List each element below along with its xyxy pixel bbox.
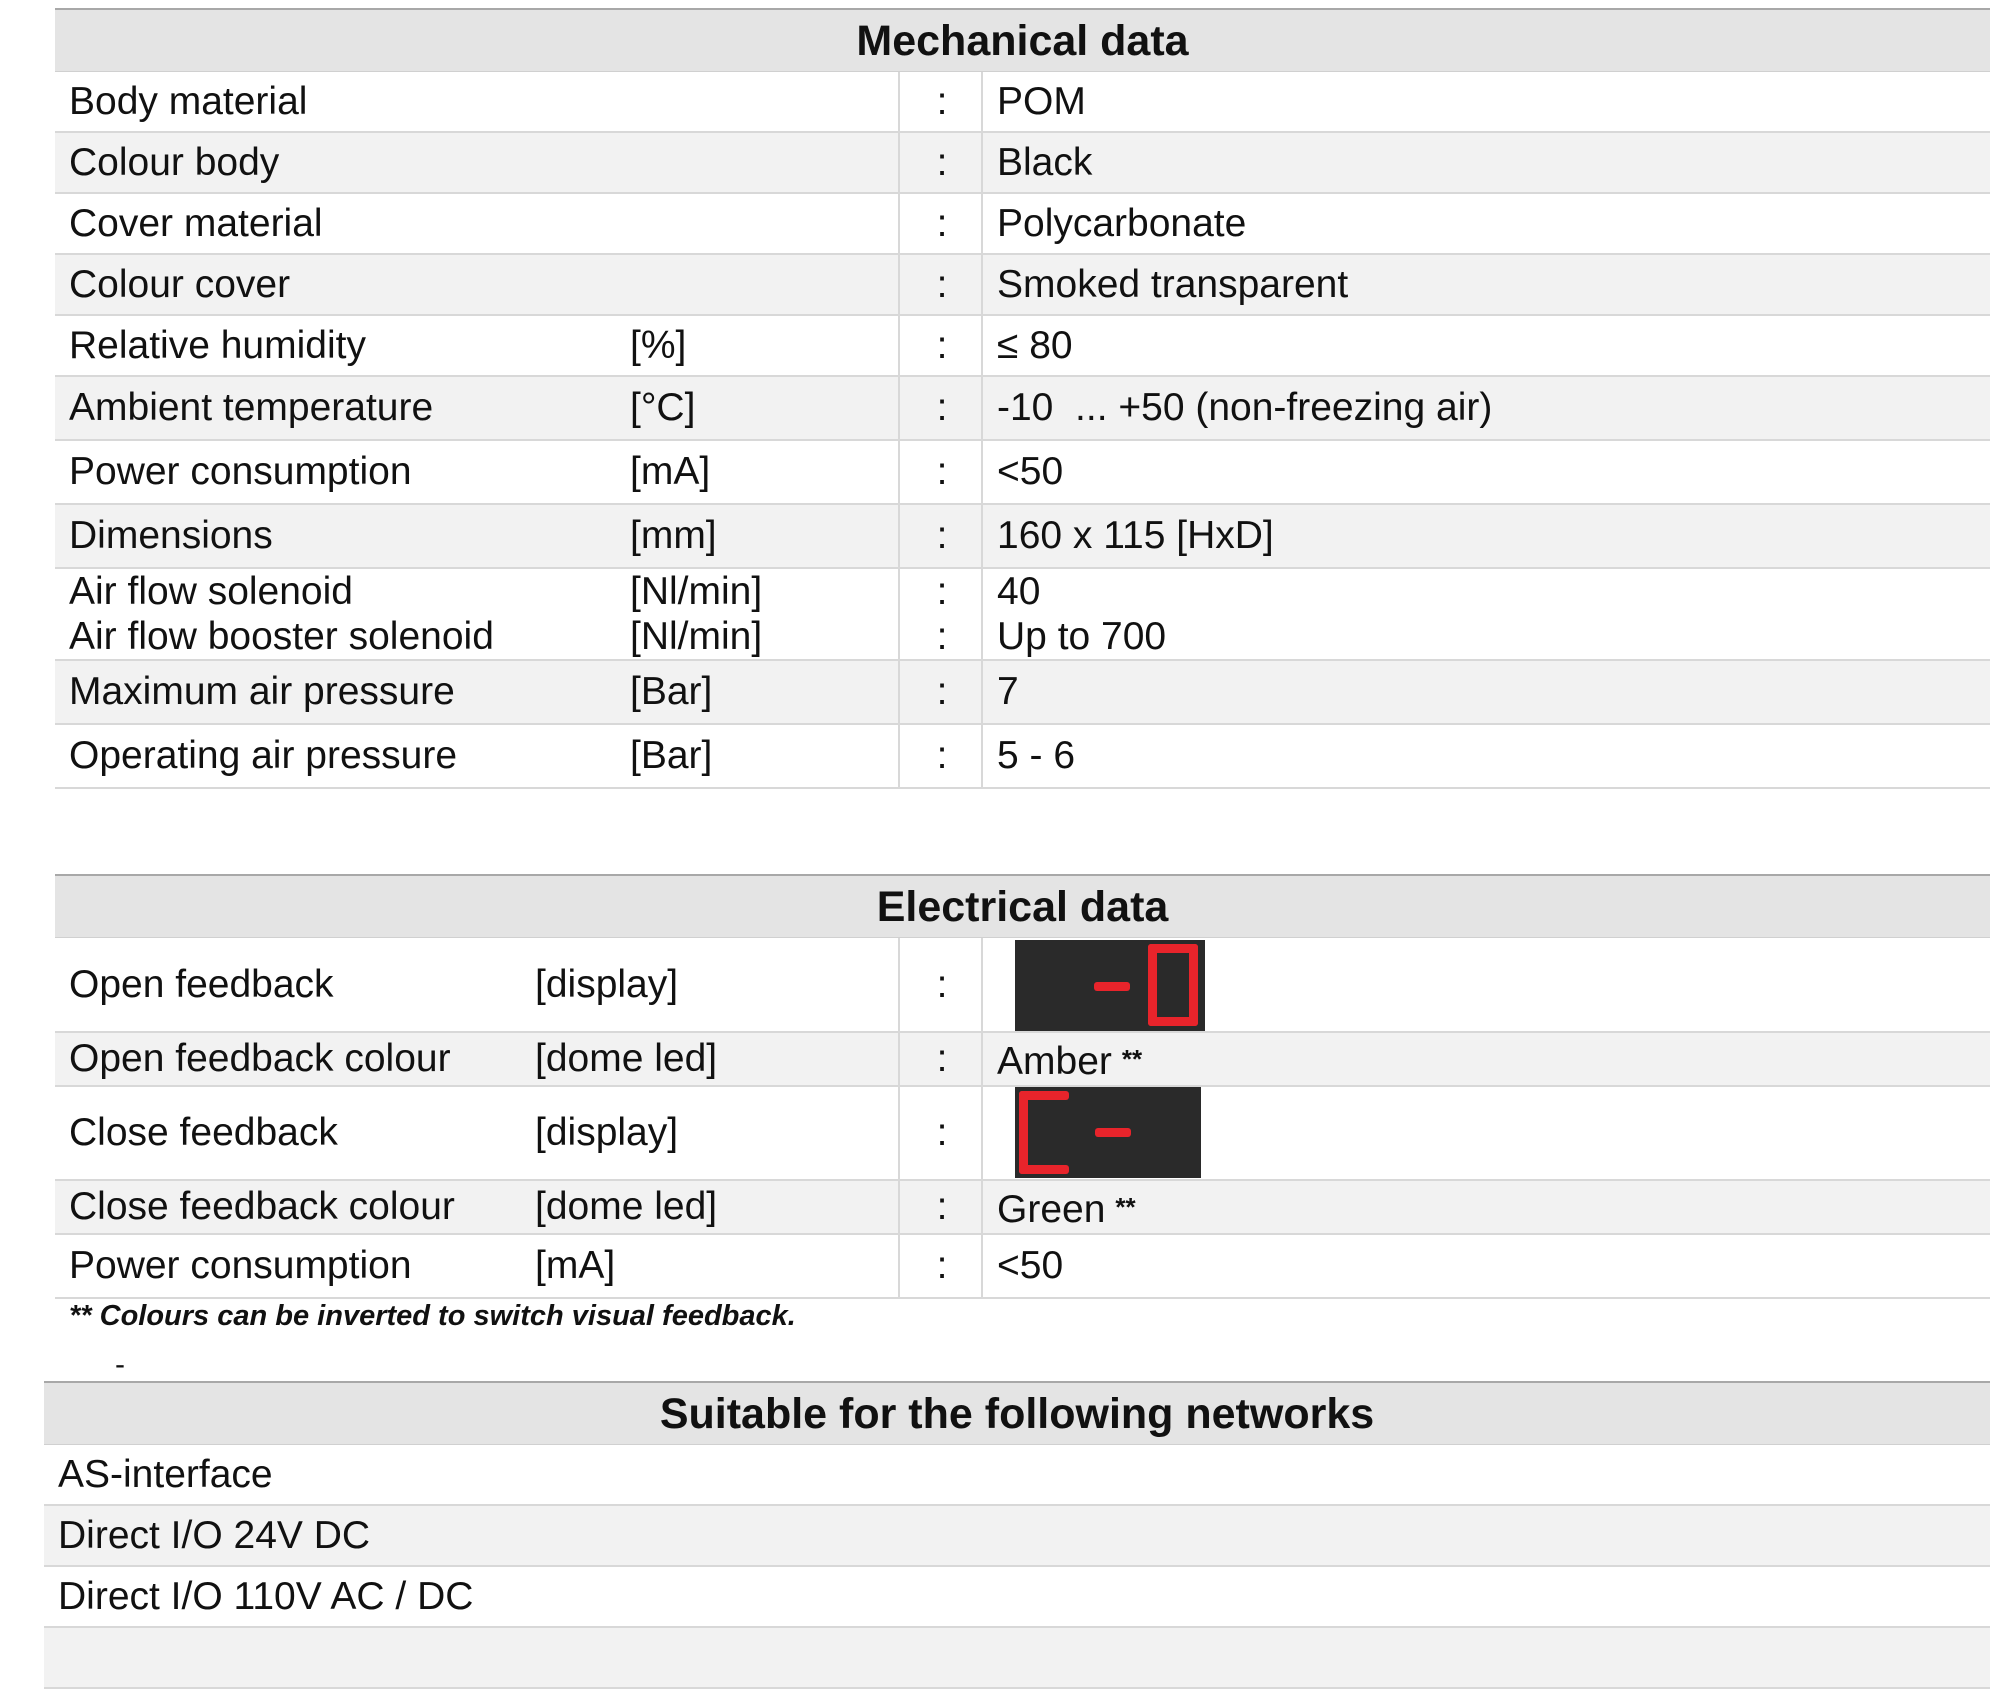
column-divider [898,441,900,503]
spec-label: Cover material [69,201,323,245]
spec-row [55,661,1990,725]
dash-mark: - [115,1348,125,1381]
column-divider [898,72,900,131]
spec-unit: [dome led] [535,1185,718,1228]
spec-row [55,194,1990,255]
column-divider [898,938,900,1031]
spec-value: Black [997,140,1093,184]
spec-row [55,1235,1990,1299]
column-divider [981,1087,983,1179]
column-divider [981,72,983,131]
spec-value: 7 [997,670,1019,713]
column-divider [898,725,900,787]
column-divider [981,1181,983,1233]
column-divider [981,316,983,375]
spec-value: Smoked transparent [997,262,1349,306]
column-divider [898,194,900,253]
spec-separator: : [936,201,948,245]
spec-label: Power consumption [69,1244,412,1287]
spec-separator: : [936,262,948,306]
display-segment [1094,982,1130,991]
spec-label: Power consumption [69,450,412,493]
column-divider [898,569,900,659]
spec-separator: : [936,734,948,777]
column-divider [981,505,983,567]
spec-label: Close feedback [69,1111,338,1154]
colour-footnote: ** Colours can be inverted to switch visual feedback. [69,1300,796,1332]
spec-value: ≤ 80 [997,323,1073,367]
spec-label: Body material [69,79,308,123]
spec-separator-line: : [936,570,948,613]
spec-unit: [mA] [535,1244,616,1287]
networks-title: Suitable for the following networks [44,1381,1990,1445]
spec-label: Colour cover [69,262,291,306]
column-divider [981,441,983,503]
mechanical-data-section [55,8,1990,789]
spec-value-text: Green [997,1188,1106,1231]
spec-unit: [display] [535,1111,679,1154]
electrical-data-section [55,874,1990,1299]
spec-label: Open feedback [69,962,334,1006]
spec-value: Polycarbonate [997,201,1247,245]
spec-separator: : [936,323,948,367]
spec-row-double [55,569,1990,661]
column-divider [898,1235,900,1297]
column-divider [898,1181,900,1233]
spec-value: 160 x 115 [HxD] [997,514,1274,557]
column-divider [981,133,983,192]
spec-label: Open feedback colour [69,1037,451,1080]
spec-value: <50 [997,450,1064,493]
spec-label: Relative humidity [69,323,366,367]
spec-separator: : [936,1244,948,1287]
column-divider [981,377,983,439]
spec-unit: [mA] [630,450,711,493]
spec-row [55,255,1990,316]
spec-label: Ambient temperature [69,386,434,429]
mechanical-data-title: Mechanical data [55,8,1990,72]
footnote-marker: ** [1121,1044,1143,1074]
spec-separator: : [936,386,948,429]
spec-row [55,377,1990,441]
spec-value [997,1033,1142,1085]
spec-value: <50 [997,1244,1064,1287]
spec-value: 5 - 6 [997,734,1076,777]
spec-label [69,569,494,659]
close-feedback-display [1015,1087,1201,1178]
spec-row [55,72,1990,133]
spec-unit-line: [Nl/min] [630,615,763,658]
column-divider [981,569,983,659]
column-divider [898,255,900,314]
network-item [44,1506,1990,1567]
spec-row [55,1087,1990,1181]
display-segment [1019,1091,1028,1174]
spec-unit: [mm] [630,514,717,557]
spec-separator: : [936,1111,948,1154]
spec-separator: : [936,1185,948,1228]
spec-separator: : [936,1037,948,1080]
spec-value [997,1181,1136,1233]
display-segment [1095,1128,1131,1137]
spec-label: Close feedback colour [69,1185,455,1228]
column-divider [981,661,983,723]
spec-row [55,316,1990,377]
spec-label: Colour body [69,140,280,184]
spec-unit-line: [Nl/min] [630,570,763,613]
network-label: Direct I/O 110V AC / DC [58,1574,474,1618]
spec-separator: : [936,670,948,713]
column-divider [898,1033,900,1085]
column-divider [898,133,900,192]
spec-value: -10 ... +50 (non-freezing air) [997,386,1493,429]
spec-value-text: Amber [997,1040,1112,1083]
spec-row [55,725,1990,789]
column-divider [981,1235,983,1297]
spec-row [55,1181,1990,1235]
spec-separator [932,569,952,659]
column-divider [981,255,983,314]
spec-value [997,569,1166,659]
column-divider [981,725,983,787]
column-divider [898,377,900,439]
spec-label-line: Air flow booster solenoid [69,615,494,658]
spec-unit: [display] [535,962,679,1006]
spec-separator: : [936,514,948,557]
network-item [44,1445,1990,1506]
column-divider [981,938,983,1031]
display-segment [1148,944,1157,1026]
display-segment [1189,944,1198,1026]
networks-section [44,1381,1990,1689]
footnote-marker: ** [1115,1192,1136,1222]
spec-separator: : [936,79,948,123]
spec-unit: [°C] [630,386,696,429]
spec-label-line: Air flow solenoid [69,570,353,613]
column-divider [898,505,900,567]
column-divider [898,1087,900,1179]
spec-row [55,505,1990,569]
display-segment [1019,1165,1069,1174]
spec-value-line: 40 [997,570,1041,613]
spec-separator: : [936,140,948,184]
spec-unit: [dome led] [535,1037,718,1080]
column-divider [981,194,983,253]
electrical-data-title: Electrical data [55,874,1990,938]
network-item [44,1628,1990,1689]
spec-value: POM [997,79,1086,123]
spec-unit: [Bar] [630,670,713,713]
spec-separator-line: : [936,615,948,658]
network-label: Direct I/O 24V DC [58,1513,371,1557]
open-feedback-display [1015,940,1205,1031]
column-divider [898,661,900,723]
spec-unit [630,569,762,659]
spec-label: Maximum air pressure [69,670,455,713]
spec-row [55,938,1990,1033]
network-item [44,1567,1990,1628]
column-divider [898,316,900,375]
display-segment [1148,1017,1198,1026]
spec-separator: : [936,962,948,1006]
spec-row [55,133,1990,194]
spec-unit: [%] [630,323,687,367]
spec-row [55,441,1990,505]
spec-row [55,1033,1990,1087]
spec-unit: [Bar] [630,734,713,777]
spec-label: Operating air pressure [69,734,458,777]
spec-value-line: Up to 700 [997,615,1167,658]
column-divider [981,1033,983,1085]
network-label: AS-interface [58,1452,273,1496]
spec-label: Dimensions [69,514,273,557]
spec-separator: : [936,450,948,493]
